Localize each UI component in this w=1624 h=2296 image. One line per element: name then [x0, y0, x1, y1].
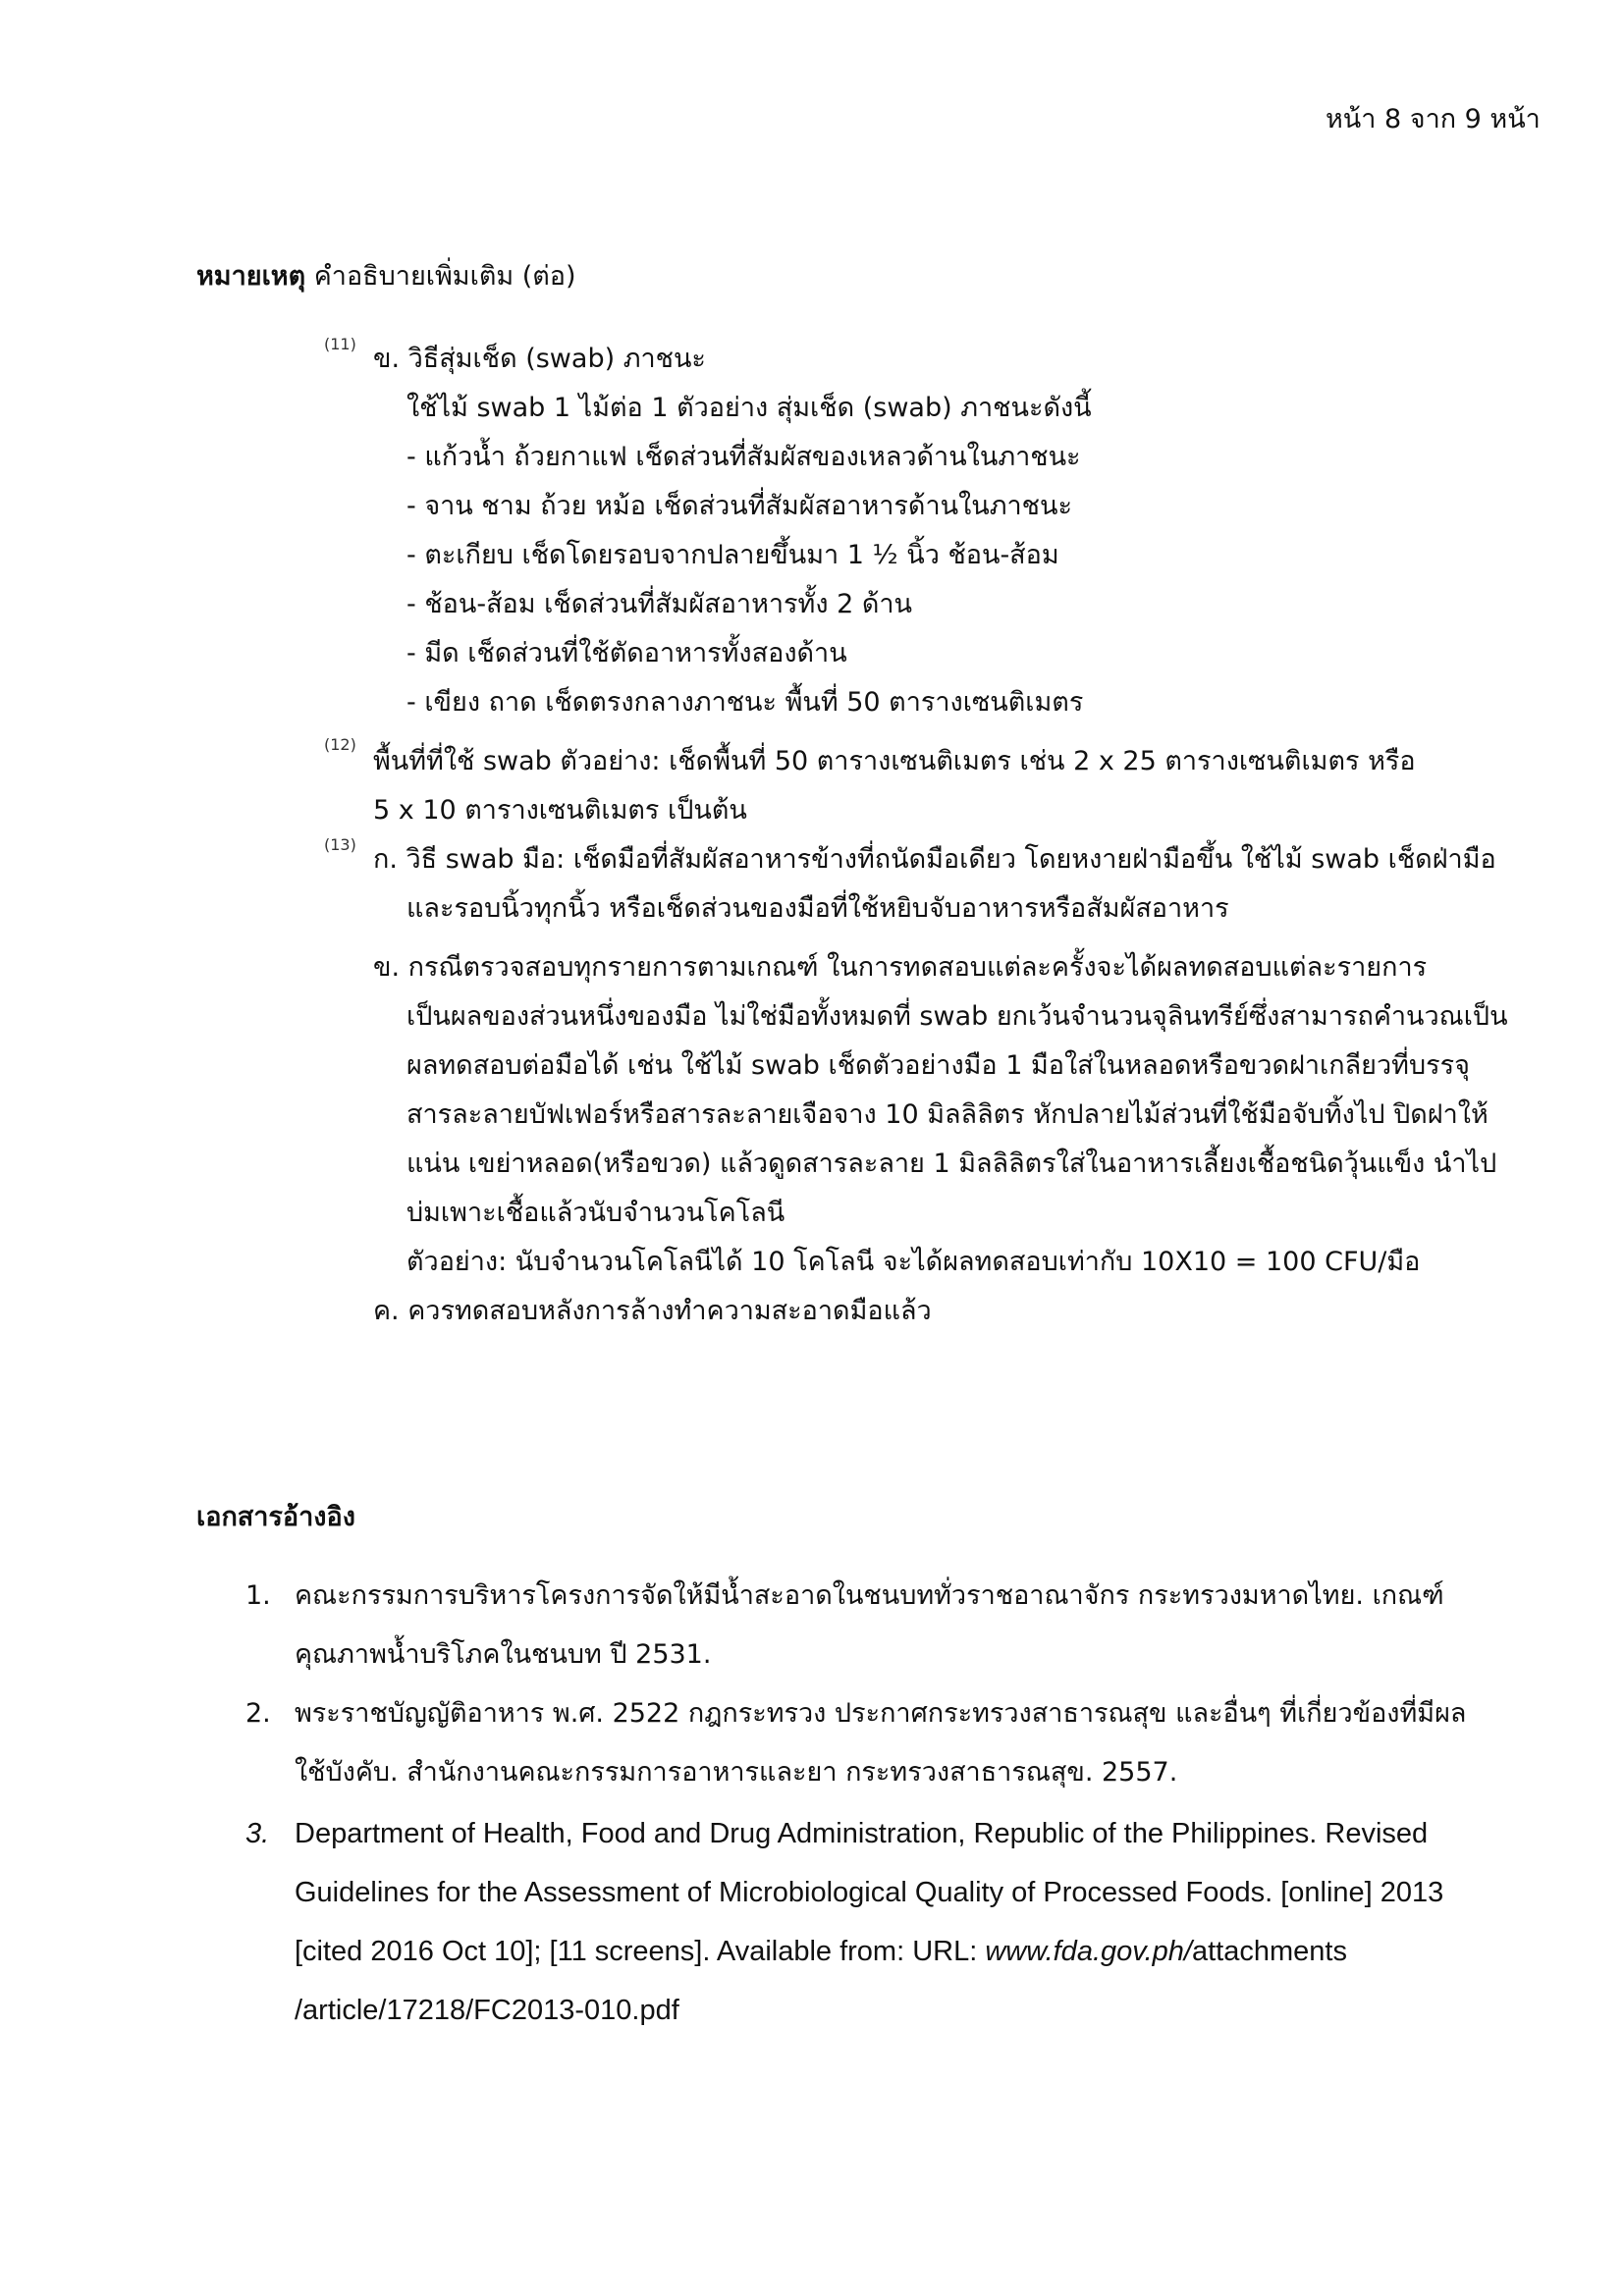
note-11-title: ข. วิธีสุ่มเช็ด (swab) ภาชนะ: [373, 344, 706, 374]
note-13-a-line: และรอบนิ้วทุกนิ้ว หรือเช็ดส่วนของมือที่ใช้หยิบจับอาหารหรือสัมผัสอาหาร: [406, 893, 1229, 924]
reference-line: คุณภาพน้ำบริโภคในชนบท ปี 2531.: [295, 1639, 712, 1670]
reference-line: พระราชบัญญัติอาหาร พ.ศ. 2522 กฎกระทรวง ประกาศกระทรวงสาธารณสุข และอื่นๆ ที่เกี่ยวข้องที่มีผล: [295, 1698, 1467, 1729]
note-12-line: พื้นที่ที่ใช้ swab ตัวอย่าง: เช็ดพื้นที่ 50 ตารางเซนติเมตร เช่น 2 x 25 ตารางเซนติเมตร หรือ: [373, 746, 1416, 776]
reference-line-with-url: [295, 1934, 1347, 1969]
note-13-b-line: บ่มเพาะเชื้อแล้วนับจำนวนโคโลนี: [406, 1198, 785, 1228]
note-13-b-example: ตัวอย่าง: นับจำนวนโคโลนีได้ 10 โคโลนี จะได้ผลทดสอบเท่ากับ 10X10 = 100 CFU/มือ: [406, 1247, 1421, 1277]
note-11-bullet: - จาน ชาม ถ้วย หม้อ เช็ดส่วนที่สัมผัสอาหารด้านในภาชนะ: [406, 491, 1072, 521]
note-11-bullet: - ช้อน-ส้อม เช็ดส่วนที่สัมผัสอาหารทั้ง 2 ด้าน: [406, 589, 913, 619]
note-12-line: 5 x 10 ตารางเซนติเมตร เป็นต้น: [373, 795, 747, 826]
note-11-marker: (11): [324, 335, 356, 353]
reference-number: 2.: [245, 1698, 271, 1729]
page-number-label: หน้า 8 จาก 9 หน้า: [1326, 104, 1541, 134]
note-11-bullet: - มีด เช็ดส่วนที่ใช้ตัดอาหารทั้งสองด้าน: [406, 638, 847, 668]
reference-line: คณะกรรมการบริหารโครงการจัดให้มีน้ำสะอาดในชนบททั่วราชอาณาจักร กระทรวงมหาดไทย. เกณฑ์: [295, 1580, 1444, 1611]
note-13-b-line: ข. กรณีตรวจสอบทุกรายการตามเกณฑ์ ในการทดสอบแต่ละครั้งจะได้ผลทดสอบแต่ละรายการ: [373, 952, 1428, 983]
notes-heading-bold: หมายเหตุ: [196, 261, 306, 292]
reference-line: ใช้บังคับ. สำนักงานคณะกรรมการอาหารและยา กระทรวงสาธารณสุข. 2557.: [295, 1757, 1178, 1788]
reference-url-link[interactable]: www.fda.gov.ph/: [985, 1936, 1192, 1967]
reference-line: [cited 2016 Oct 10]; [11 screens]. Available from: URL:: [295, 1936, 986, 1967]
references-heading: เอกสารอ้างอิง: [196, 1502, 355, 1532]
reference-number: 1.: [245, 1580, 271, 1611]
note-12-marker: (12): [324, 735, 356, 754]
note-13-b-line: ผลทดสอบต่อมือได้ เช่น ใช้ไม้ swab เช็ดตัวอย่างมือ 1 มือใส่ในหลอดหรือขวดฝาเกลียวที่บรรจุ: [406, 1050, 1470, 1081]
reference-line: Guidelines for the Assessment of Microbiological Quality of Processed Foods. [online] 2013: [295, 1877, 1444, 1908]
reference-url-path[interactable]: /article/17218/FC2013-010.pdf: [295, 1995, 679, 2026]
notes-heading-rest: คำอธิบายเพิ่มเติม (ต่อ): [313, 261, 576, 292]
note-11-intro: ใช้ไม้ swab 1 ไม้ต่อ 1 ตัวอย่าง สุ่มเช็ด (swab) ภาชนะดังนี้: [406, 393, 1092, 423]
note-11-bullet: - เขียง ถาด เช็ดตรงกลางภาชนะ พื้นที่ 50 ตารางเซนติเมตร: [406, 687, 1084, 718]
reference-line: Department of Health, Food and Drug Administration, Republic of the Philippines. Revised: [295, 1818, 1429, 1849]
reference-number: 3.: [245, 1818, 270, 1849]
note-13-marker: (13): [324, 835, 356, 854]
note-13-c-line: ค. ควรทดสอบหลังการล้างทำความสะอาดมือแล้ว: [373, 1296, 932, 1326]
note-13-b-line: เป็นผลของส่วนหนึ่งของมือ ไม่ใช่มือทั้งหมดที่ swab ยกเว้นจำนวนจุลินทรีย์ซึ่งสามารถคำนวณเป็น: [406, 1001, 1508, 1032]
reference-url-rest[interactable]: attachments: [1191, 1936, 1347, 1967]
note-13-a-line: ก. วิธี swab มือ: เช็ดมือที่สัมผัสอาหารข้างที่ถนัดมือเดียว โดยหงายฝ่ามือขึ้น ใช้ไม้ swab เช็ดฝ่ามือ: [373, 844, 1496, 875]
notes-heading: [196, 259, 576, 294]
note-13-b-line: แน่น เขย่าหลอด(หรือขวด) แล้วดูดสารละลาย 1 มิลลิลิตรใส่ในอาหารเลี้ยงเชื้อชนิดวุ้นแข็ง นำไป: [406, 1148, 1497, 1179]
note-11-bullet: - แก้วน้ำ ถ้วยกาแฟ เช็ดส่วนที่สัมผัสของเหลวด้านในภาชนะ: [406, 442, 1081, 472]
note-13-b-line: สารละลายบัฟเฟอร์หรือสารละลายเจือจาง 10 มิลลิลิตร หักปลายไม้ส่วนที่ใช้มือจับทิ้งไป ปิดฝาให้: [406, 1099, 1489, 1130]
note-11-bullet: - ตะเกียบ เช็ดโดยรอบจากปลายขึ้นมา 1 ½ นิ้ว ช้อน-ส้อม: [406, 540, 1059, 570]
